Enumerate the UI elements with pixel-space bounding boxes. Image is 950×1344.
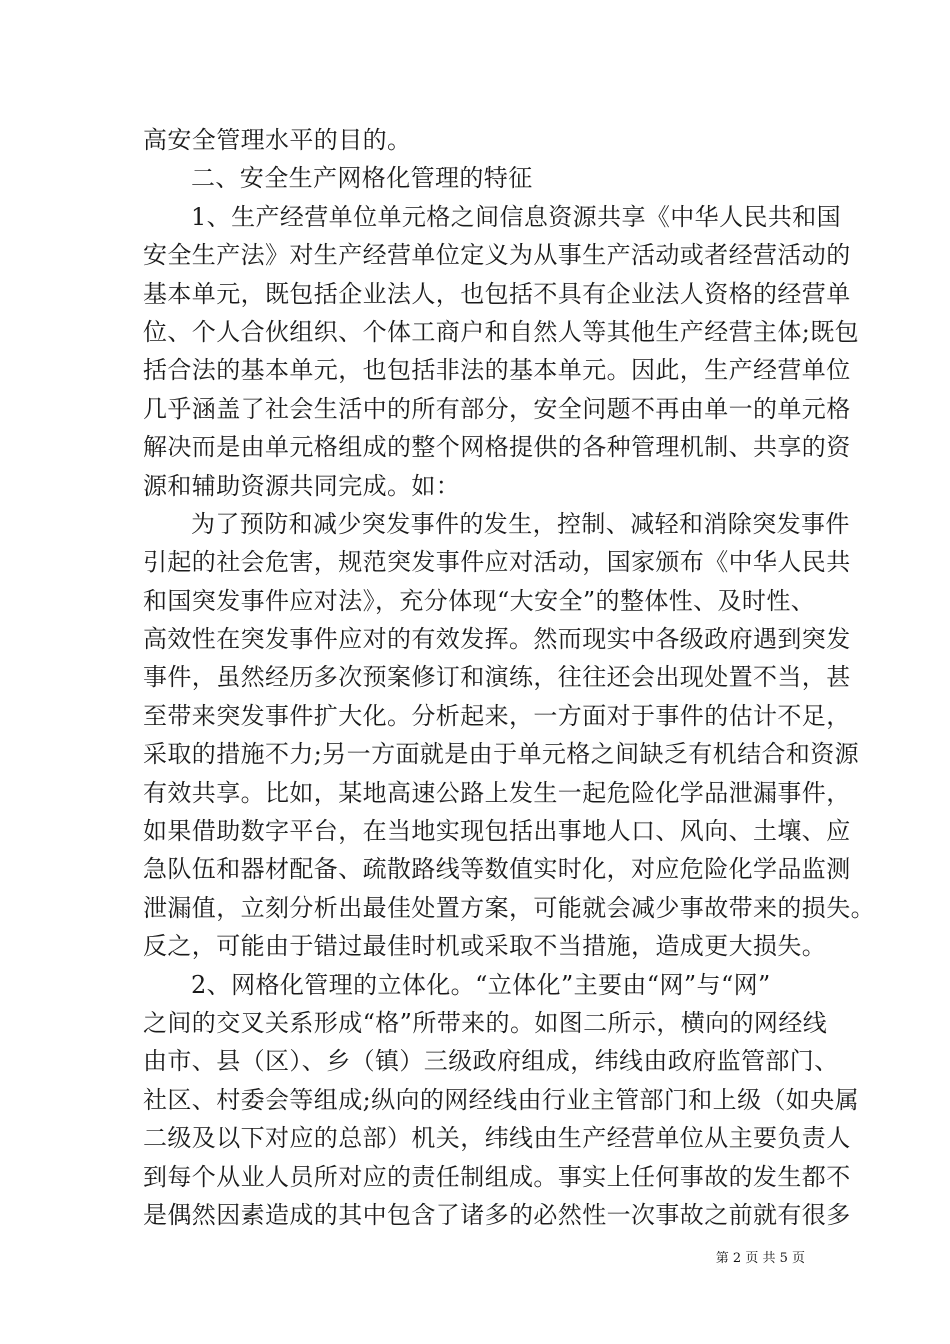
text-line: 二级及以下对应的总部）机关，纬线由生产经营单位从主要负责人 <box>143 1124 851 1153</box>
text-line: 高安全管理水平的目的。 <box>143 126 412 154</box>
text-line: 引起的社会危害，规范突发事件应对活动，国家颁布《中华人民共 <box>143 548 851 577</box>
text-line: 社区、村委会等组成;纵向的网经线由行业主管部门和上级（如央属 <box>143 1085 860 1114</box>
page-footer <box>716 1247 805 1266</box>
text-line: 2、网格化管理的立体化。“立体化”主要由“网”与“网” <box>191 970 771 999</box>
text-line: 二、安全生产网格化管理的特征 <box>191 164 533 193</box>
text-line: 和国突发事件应对法》，充分体现“大安全”的整体性、及时性、 <box>143 586 816 615</box>
body-text <box>143 121 875 1234</box>
text-line: 事件，虽然经历多次预案修订和演练，往往还会出现处置不当，甚 <box>143 663 851 692</box>
text-line: 到每个从业人员所对应的责任制组成。事实上任何事故的发生都不 <box>143 1162 851 1191</box>
text-line: 解决而是由单元格组成的整个网格提供的各种管理机制、共享的资 <box>143 433 851 462</box>
text-line: 至带来突发事件扩大化。分析起来，一方面对于事件的估计不足， <box>143 701 851 730</box>
text-line: 采取的措施不力;另一方面就是由于单元格之间缺乏有机结合和资源 <box>143 740 860 769</box>
text-line: 位、个人合伙组织、个体工商户和自然人等其他生产经营主体;既包 <box>143 317 860 346</box>
text-line: 1、生产经营单位单元格之间信息资源共享《中华人民共和国 <box>191 202 842 231</box>
text-line: 有效共享。比如，某地高速公路上发生一起危险化学品泄漏事件， <box>143 778 851 807</box>
text-line: 高效性在突发事件应对的有效发挥。然而现实中各级政府遇到突发 <box>143 625 851 654</box>
text-line: 括合法的基本单元，也包括非法的基本单元。因此，生产经营单位 <box>143 356 851 385</box>
text-line: 泄漏值，立刻分析出最佳处置方案，可能就会减少事故带来的损失。 <box>143 893 875 922</box>
text-line: 源和辅助资源共同完成。如： <box>143 471 461 500</box>
text-line: 基本单元，既包括企业法人，也包括不具有企业法人资格的经营单 <box>143 279 851 308</box>
text-line: 如果借助数字平台，在当地实现包括出事地人口、风向、土壤、应 <box>143 817 851 846</box>
text-line: 几乎涵盖了社会生活中的所有部分，安全问题不再由单一的单元格 <box>143 394 851 423</box>
text-line: 反之，可能由于错过最佳时机或采取不当措施，造成更大损失。 <box>143 932 827 961</box>
text-line: 之间的交叉关系形成“格”所带来的。如图二所示，横向的网经线 <box>143 1008 828 1037</box>
text-line: 由市、县（区）、乡（镇）三级政府组成，纬线由政府监管部门、 <box>143 1047 839 1076</box>
page-number-label: 第 2 页 共 5 页 <box>715 1251 805 1266</box>
text-line: 安全生产法》对生产经营单位定义为从事生产活动或者经营活动的 <box>143 241 851 270</box>
text-line: 为了预防和减少突发事件的发生，控制、减轻和消除突发事件 <box>191 509 850 538</box>
text-line: 急队伍和器材配备、疏散路线等数值实时化，对应危险化学品监测 <box>143 855 851 884</box>
text-line: 是偶然因素造成的其中包含了诸多的必然性一次事故之前就有很多 <box>143 1200 851 1229</box>
